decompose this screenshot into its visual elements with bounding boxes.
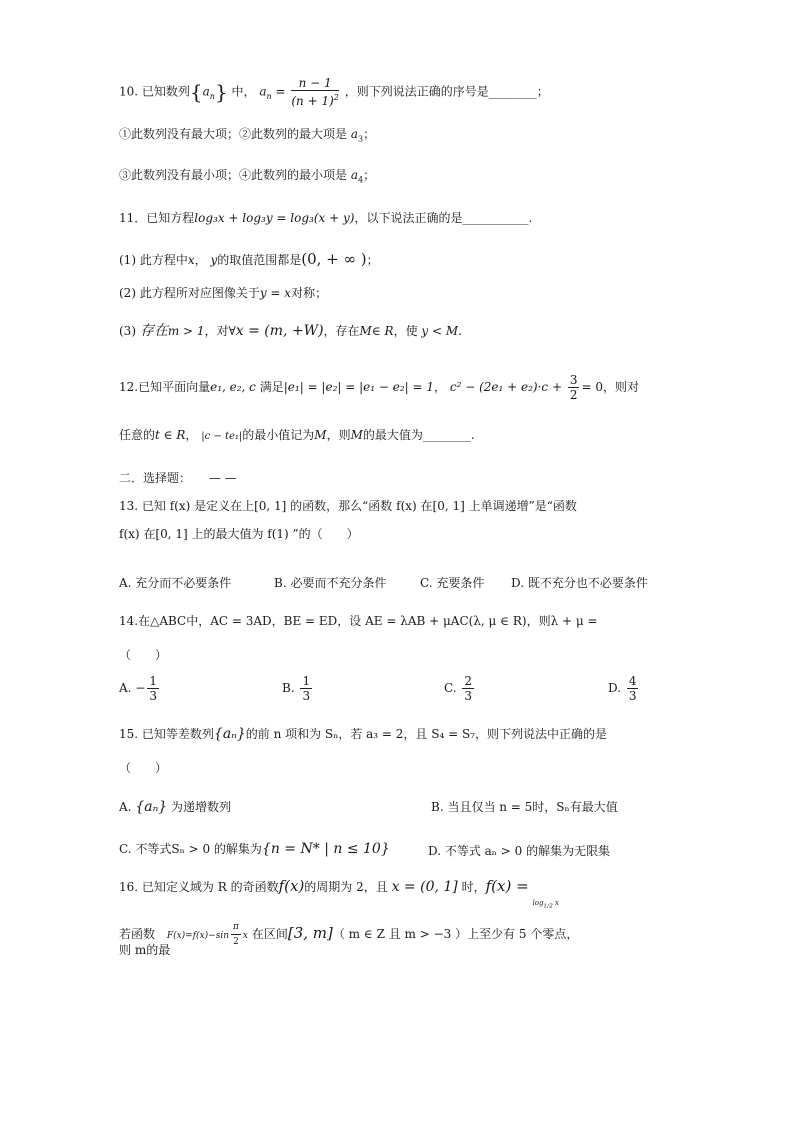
q10-frac-den-text: (n + 1) xyxy=(291,94,334,108)
q12-frac-den: 2 xyxy=(569,388,578,402)
q15-line1-b: 的前 n 项和为 Sₙ，若 a₃ = 2，且 S₄ = S₇，则下列说法中正确的是 xyxy=(245,727,607,741)
q10-stem-mid: 中， xyxy=(231,84,256,99)
q11-item3-h: ，使 xyxy=(393,324,418,338)
q14-option-b-frac xyxy=(300,674,312,703)
q11-item3 xyxy=(119,323,462,339)
q14-option-a-frac xyxy=(147,674,159,703)
q11-item3-e: x = (m, +W) xyxy=(235,323,324,339)
q10-frac-num: n − 1 xyxy=(291,76,339,91)
q12-cond1: 满足 xyxy=(259,380,284,394)
q15-line1-seq: {aₙ} xyxy=(213,726,246,742)
q13-line2: f(x) 在[0, 1] 上的最大值为 f(1) ”的（ ） xyxy=(119,527,359,541)
q14-option-c xyxy=(444,674,476,703)
q15-option-c-set: {n = N* | n ≤ 10} xyxy=(261,841,390,857)
q11-item1-c: 的取值范围都是 xyxy=(217,253,302,267)
q15-option-a-label: A. xyxy=(119,800,132,814)
q15-option-d: D. 不等式 aₙ > 0 的解集为无限集 xyxy=(428,844,611,858)
q16-line1-b: 的周期为 2，且 xyxy=(304,880,388,894)
q14-option-b-num: 1 xyxy=(302,674,311,688)
q14-option-a xyxy=(119,674,161,703)
q15-option-a-text: 为递增数列 xyxy=(170,800,231,814)
q10-line3-sub: 4 xyxy=(358,175,364,185)
q10-line2-var: a xyxy=(350,127,358,141)
q16-line2 xyxy=(119,920,578,949)
q11-item1-a: (1) 此方程中 xyxy=(119,253,188,267)
section2-heading xyxy=(119,470,237,486)
q12-fraction xyxy=(568,373,580,402)
q12-stem xyxy=(119,373,639,402)
q16-line2-b: 在区间 xyxy=(251,927,288,941)
q11-item1-d: ； xyxy=(366,253,379,267)
q16-line2-a: 若函数 xyxy=(119,927,156,941)
q14-option-c-num: 2 xyxy=(464,674,473,688)
q11-stem-post: ，以下说法正确的是___________. xyxy=(354,211,533,225)
q16-line2-F: F(x)=f(x)−sin xyxy=(166,931,229,941)
q16-line2-two: 2 xyxy=(233,937,239,947)
q15-line2: （ ） xyxy=(119,761,168,775)
q14-option-d-den: 3 xyxy=(628,689,637,703)
q16-line2-c: （ m ∈ Z 且 m > −3 ）上至少有 5 个零点， xyxy=(332,927,579,941)
q12-line2-M2: M xyxy=(350,428,363,442)
q11-item2-a: (2) 此方程所对应图像关于 xyxy=(119,286,260,300)
q12-line2 xyxy=(119,427,475,445)
q13-option-c: C. 充要条件 xyxy=(420,576,485,590)
q10-stem-post: ，则下列说法正确的序号是________； xyxy=(344,84,549,99)
q11-equation: log₃x + log₃y = log₃(x + y) xyxy=(194,211,355,225)
q15-line1 xyxy=(119,726,607,742)
q10-frac-den-exp: 2 xyxy=(333,93,339,102)
q10-frac-den xyxy=(291,91,339,108)
q10-stem-pre: 10. 已知数列 xyxy=(119,84,190,99)
q10-line2 xyxy=(119,126,375,147)
q11-item2-b: 对称； xyxy=(291,286,328,300)
q14-option-a-num: 1 xyxy=(149,674,158,688)
q11-item2-line: y = x xyxy=(259,286,292,300)
q10-brace-close: } xyxy=(214,80,228,104)
q15-option-b: B. 当且仅当 n = 5时，Sₙ有最大值 xyxy=(431,800,618,814)
q11-item3-d: ，对∀ xyxy=(204,324,236,338)
q10-brace-open: { xyxy=(189,80,203,104)
q12-stem-pre: 12.已知平面向量 xyxy=(119,380,211,394)
q11-item3-j: . xyxy=(458,324,462,338)
q10-line3-var: a xyxy=(350,168,358,182)
q14-option-a-den: 3 xyxy=(149,689,158,703)
q11-item1 xyxy=(119,251,379,268)
q16-line2-pi: π xyxy=(231,920,241,935)
q10-line2-end: ； xyxy=(363,127,376,141)
q12-dot-end: = 0，则对 xyxy=(581,380,639,394)
q10-formula-lhs: a xyxy=(259,84,267,99)
q14-option-d-num: 4 xyxy=(628,674,637,688)
q10-line2-sub: 3 xyxy=(358,134,364,144)
q16-line1-log-arg: x xyxy=(555,899,559,907)
q13-line1: 13. 已知 f(x) 是定义在上[0, 1] 的函数，那么“函数 f(x) 在[0, 1] 上单调递增”是“函数 xyxy=(119,499,577,513)
q16-line1 xyxy=(119,878,559,914)
q10-line2-text: ①此数列没有最大项；②此数列的最大项是 xyxy=(119,127,348,141)
q12-line2-M: M xyxy=(314,428,327,442)
q10-fraction xyxy=(291,76,339,108)
q12-abs-eq: |e₁| = |e₂| = |e₁ − e₂| = 1 xyxy=(283,380,435,394)
q10-line3 xyxy=(119,167,375,188)
q12-line2-c: 的最小值记为 xyxy=(242,428,315,442)
q14-option-b-label: B. xyxy=(282,681,295,695)
q16-line1-log-base: 1/2 xyxy=(543,903,553,910)
q16-line1-f: f(x) xyxy=(278,877,305,895)
q10-line3-end: ； xyxy=(363,168,376,182)
q12-line2-a: 任意的 xyxy=(119,428,156,442)
q11-item1-x: x xyxy=(187,253,195,267)
q11-item1-b: ， xyxy=(194,253,207,267)
q10-stem: 10. 已知数列$\{a_n\}$ 中， $a_n$ = $\frac{n - 1}{(n + 1)^2}$ ，则下列说法正确的序号是________； xyxy=(119,76,549,108)
q11-item3-c: m > 1 xyxy=(167,324,205,338)
q16-line1-f2: f(x) = xyxy=(485,877,529,895)
q12-cond2: ， xyxy=(434,380,447,394)
q13-option-d: D. 既不充分也不必要条件 xyxy=(511,576,648,590)
q16-line1-log: log xyxy=(532,899,544,907)
q14-option-b-den: 3 xyxy=(302,689,311,703)
q11-item3-f: ，存在 xyxy=(323,324,360,338)
q14-option-c-frac xyxy=(462,674,474,703)
q12-vectors: e₁, e₂, c xyxy=(210,380,256,394)
q16-line2-x: x xyxy=(242,931,248,941)
q11-item3-i: y < M xyxy=(421,324,459,338)
q15-line1-a: 15. 已知等差数列 xyxy=(119,727,214,741)
q10-seq-sub: n xyxy=(209,91,215,101)
section2-dashes: — — xyxy=(208,471,237,485)
q14-line1: 14.在△ABC中，AC = 3AD，BE = ED，设 AE = λAB + μAC(λ, μ ∈ R)，则λ + μ = xyxy=(119,614,598,628)
q12-dot-expr: c² − (2e₁ + e₂)·c + xyxy=(449,380,562,394)
q11-stem xyxy=(119,210,532,226)
q13-option-a: A. 充分而不必要条件 xyxy=(119,576,232,590)
q14-line2: （ ） xyxy=(119,648,168,662)
q13-option-b: B. 必要而不充分条件 xyxy=(274,576,387,590)
q16-line2-int: [3, m] xyxy=(287,924,333,942)
q15-option-a-seq: {aₙ} xyxy=(135,799,168,815)
q11-item3-a: (3) xyxy=(119,324,136,338)
q12-line2-d: ，则 xyxy=(326,428,351,442)
q12-line2-t: t ∈ R xyxy=(155,428,186,442)
q12-line2-b: ， xyxy=(185,428,198,442)
q14-option-d-frac xyxy=(627,674,639,703)
q15-option-c xyxy=(119,840,390,857)
q10-seq: a xyxy=(202,84,210,99)
q14-option-c-label: C. xyxy=(444,681,457,695)
q11-item2 xyxy=(119,285,327,301)
q11-item3-g: M∈ R xyxy=(359,324,394,338)
q11-stem-pre: 11．已知方程 xyxy=(119,211,195,225)
q14-option-a-label: A. xyxy=(119,681,132,695)
q16-line1-log-group xyxy=(532,899,559,910)
section2-title: 二．选择题： xyxy=(119,471,192,485)
q12-line2-abs: |c − te₁| xyxy=(201,431,243,442)
q16-line3: 则 m的最 xyxy=(119,943,171,957)
q10-line3-text: ③此数列没有最小项；④此数列的最小项是 xyxy=(119,168,348,182)
q11-item1-range: (0, + ∞ ) xyxy=(301,250,367,268)
q12-frac-num: 3 xyxy=(569,373,578,387)
q14-option-b xyxy=(282,674,314,703)
q14-option-a-sign: − xyxy=(135,681,146,695)
q12-line2-e: 的最大值为________. xyxy=(362,428,475,442)
q15-option-a xyxy=(119,798,231,815)
q15-option-c-text: C. 不等式Sₙ > 0 的解集为 xyxy=(119,842,262,856)
q16-line2-frac xyxy=(231,920,241,949)
q14-option-d xyxy=(608,674,640,703)
q16-line1-a: 16. 已知定义域为 R 的奇函数 xyxy=(119,880,279,894)
q10-formula-lhs-sub: n xyxy=(266,91,272,101)
q11-item1-y: y xyxy=(210,253,218,267)
q14-option-d-label: D. xyxy=(608,681,622,695)
q16-line1-c: 时， xyxy=(461,880,486,894)
q11-item3-b: 存在 xyxy=(139,323,168,339)
q16-line1-x: x = (0, 1] xyxy=(391,879,458,895)
q14-option-c-den: 3 xyxy=(464,689,473,703)
